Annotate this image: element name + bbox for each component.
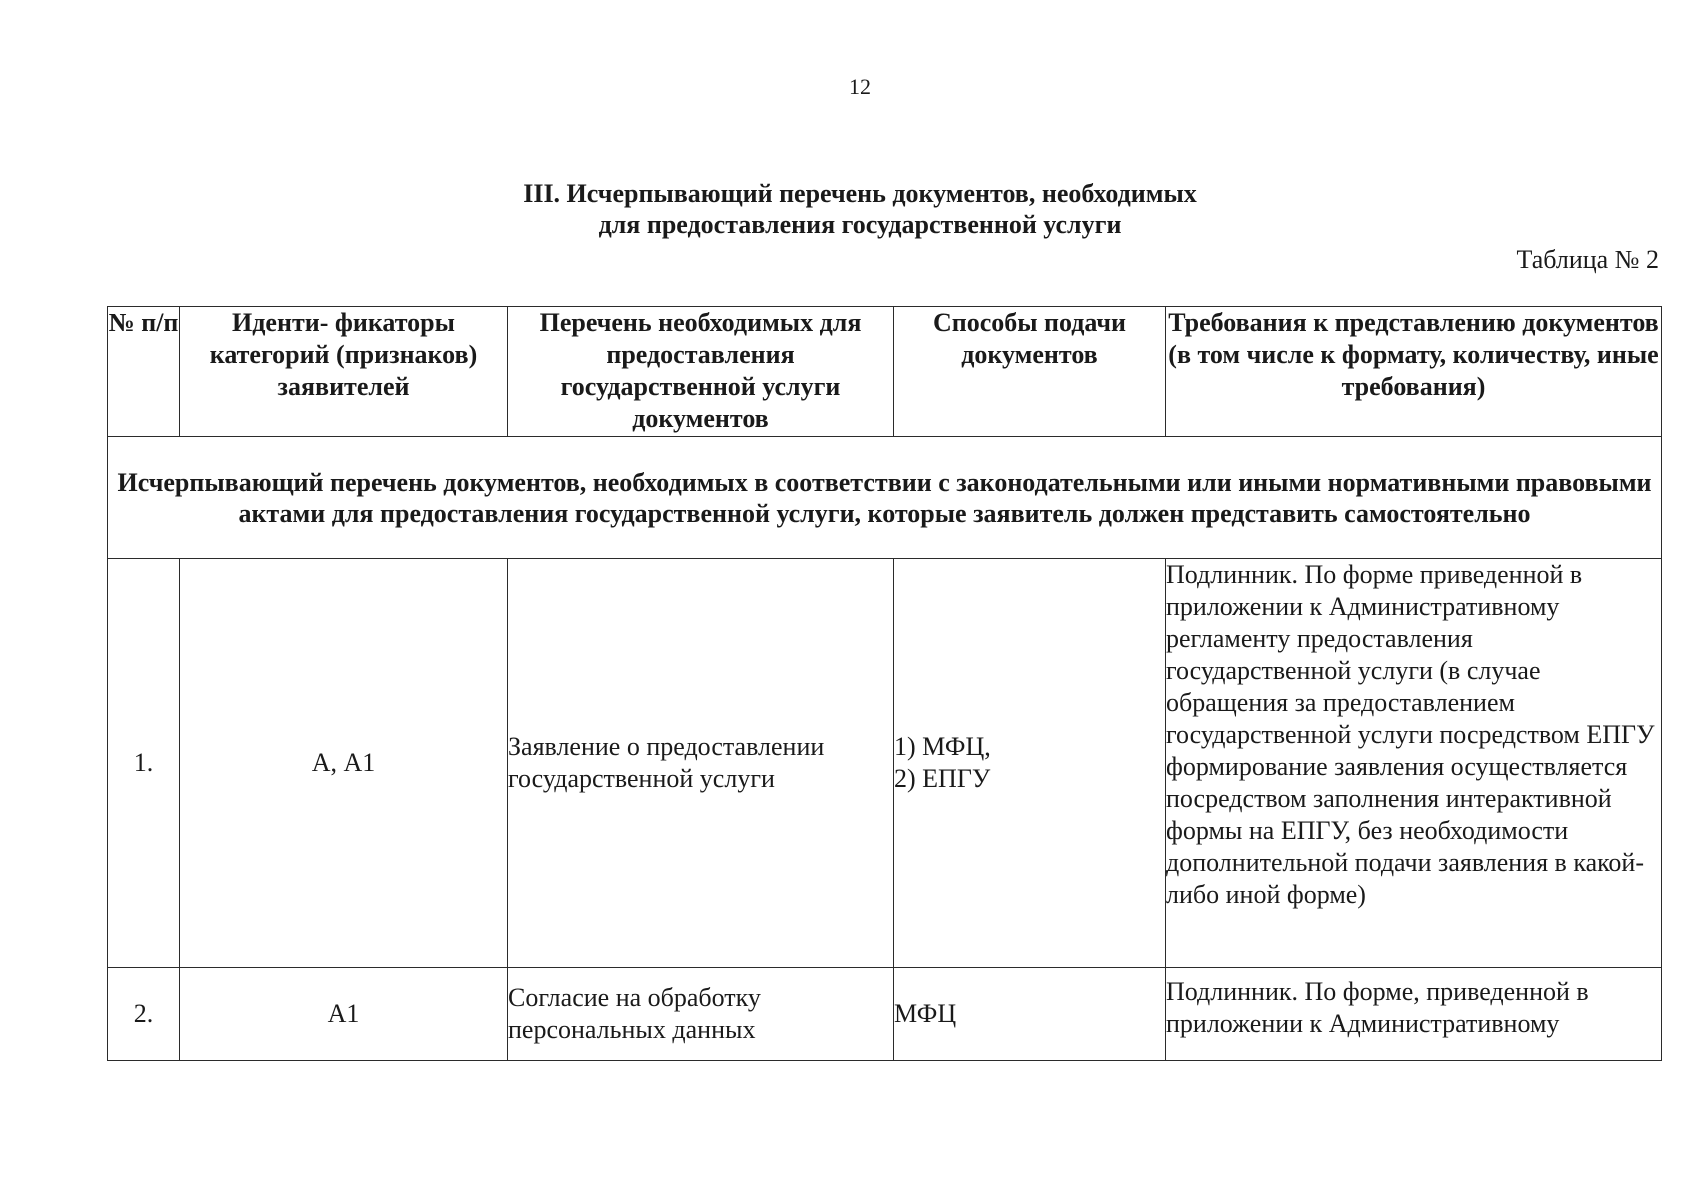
header-methods: Способы подачи документов bbox=[894, 307, 1166, 437]
row-identifiers: А, А1 bbox=[180, 559, 508, 968]
section-heading: Исчерпывающий перечень документов, необходимых в соответствии с законодательными или иными нормативными правовыми актами для предоставления государственной услуги, которые заявитель должен представить самостоятельно bbox=[108, 437, 1662, 559]
row-number: 2. bbox=[108, 968, 180, 1061]
row-document: Согласие на обработку персональных данных bbox=[508, 968, 894, 1061]
method-item: 2) ЕПГУ bbox=[894, 764, 991, 793]
section-heading-row bbox=[108, 437, 1662, 559]
table-header-row bbox=[108, 307, 1662, 437]
row-requirements: Подлинник. По форме приведенной в приложении к Административному регламенту предоставления государственной услуги (в случае обращения за предоставлением государственной услуги посредством ЕПГУ формирование заявления осуществляется посредством заполнения интерактивной формы на ЕПГУ, без необходимости дополнительной подачи заявления в какой-либо иной форме) bbox=[1166, 559, 1662, 968]
row-requirements: Подлинник. По форме, приведенной в приложении к Административному bbox=[1166, 968, 1662, 1061]
table-caption: Таблица № 2 bbox=[1516, 245, 1659, 274]
header-number: № п/п bbox=[108, 307, 180, 437]
table-row bbox=[108, 559, 1662, 968]
row-number: 1. bbox=[108, 559, 180, 968]
row-methods bbox=[894, 559, 1166, 968]
row-document: Заявление о предоставлении государственной услуги bbox=[508, 559, 894, 968]
header-requirements: Требования к представлению документов (в том числе к формату, количеству, иные требования) bbox=[1166, 307, 1662, 437]
row-methods bbox=[894, 968, 1166, 1061]
header-documents: Перечень необходимых для предоставления государственной услуги документов bbox=[508, 307, 894, 437]
method-item: МФЦ bbox=[894, 999, 957, 1028]
section-title bbox=[0, 178, 1697, 240]
row-identifiers: А1 bbox=[180, 968, 508, 1061]
documents-table bbox=[107, 306, 1662, 1061]
page-number: 12 bbox=[849, 74, 871, 99]
header-identifiers: Иденти- фикаторы категорий (признаков) заявителей bbox=[180, 307, 508, 437]
section-title-line-2: для предоставления государственной услуги bbox=[598, 210, 1122, 239]
method-item: 1) МФЦ, bbox=[894, 732, 991, 761]
table-row bbox=[108, 968, 1662, 1061]
section-title-line-1: III. Исчерпывающий перечень документов, необходимых bbox=[523, 179, 1197, 208]
